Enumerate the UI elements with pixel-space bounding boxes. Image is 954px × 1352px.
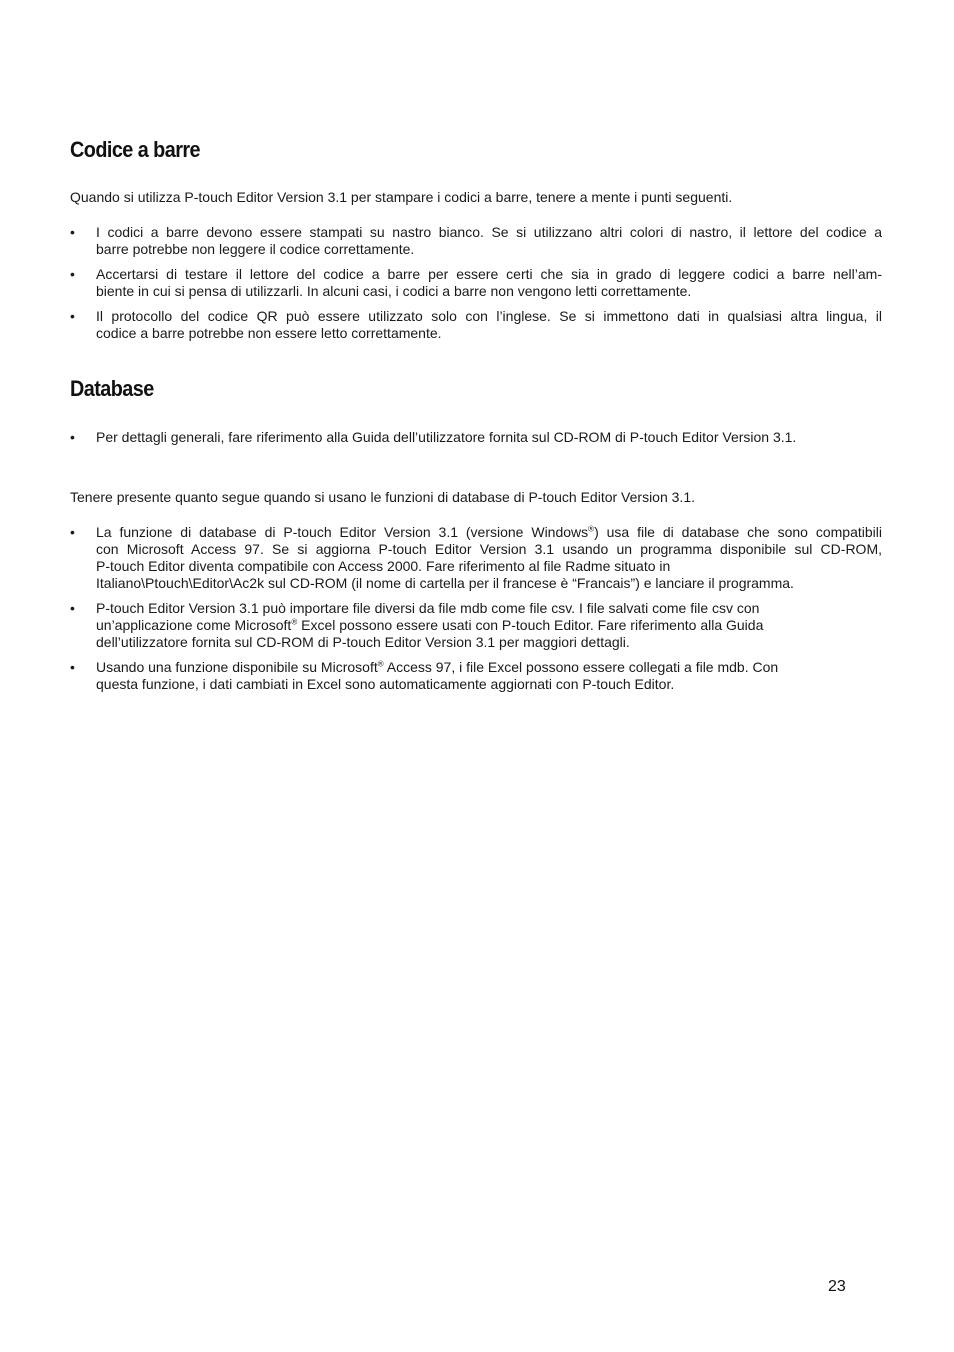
- database-general-bullet-list: [70, 429, 882, 454]
- list-item: [70, 600, 882, 651]
- bullet-marker: •: [70, 429, 75, 445]
- list-item-line: I codici a barre devono essere stampati su nastro bianco. Se si utilizzano altri colori di nastro, il lettore del codice a: [96, 224, 882, 240]
- list-item: [70, 659, 882, 693]
- list-item-line: P-touch Editor diventa compatibile con Access 2000. Fare riferimento al file Radme situato in: [96, 558, 671, 574]
- bullet-marker: •: [70, 600, 75, 616]
- registered-mark: ®: [588, 524, 595, 534]
- bullet-marker: •: [70, 224, 75, 240]
- list-item-line: un’applicazione come Microsoft® Excel possono essere usati con P-touch Editor. Fare riferimento alla Guida: [96, 617, 764, 633]
- bullet-marker: •: [70, 266, 75, 282]
- bullet-marker: •: [70, 308, 75, 324]
- list-item-line: Usando una funzione disponibile su Microsoft® Access 97, i file Excel possono essere collegati a file mdb. Con: [96, 659, 779, 675]
- barcode-intro-paragraph: Quando si utilizza P-touch Editor Version 3.1 per stampare i codici a barre, tenere a mente i punti seguenti.: [70, 189, 733, 205]
- list-item-line: P-touch Editor Version 3.1 può importare file diversi da file mdb come file csv. I file salvati come file csv con: [96, 600, 760, 616]
- list-item: [70, 524, 882, 592]
- database-bullet-list: [70, 524, 882, 701]
- bullet-marker: •: [70, 659, 75, 675]
- list-item: [70, 224, 882, 258]
- list-item-line: La funzione di database di P-touch Editor Version 3.1 (versione Windows®) usa file di database che sono compatibili: [96, 524, 882, 540]
- database-intro-paragraph: Tenere presente quanto segue quando si usano le funzioni di database di P-touch Editor Version 3.1.: [70, 489, 695, 505]
- list-item-line: Il protocollo del codice QR può essere utilizzato solo con l’inglese. Se si immettono dati in qualsiasi altra lingua, il: [96, 308, 882, 324]
- list-item: [70, 308, 882, 342]
- barcode-bullet-list: [70, 224, 882, 350]
- list-item-line: dell’utilizzatore fornita sul CD-ROM di P-touch Editor Version 3.1 per maggiori dettagli.: [96, 634, 630, 650]
- list-item-line: biente in cui si pensa di utilizzarli. In alcuni casi, i codici a barre non vengono letti correttamente.: [96, 283, 692, 299]
- section-heading-database: Database: [70, 376, 154, 401]
- list-item-line: barre potrebbe non leggere il codice correttamente.: [96, 241, 415, 257]
- list-item: [70, 429, 882, 446]
- section-heading-barcode: Codice a barre: [70, 137, 201, 162]
- list-item-line: con Microsoft Access 97. Se si aggiorna P-touch Editor Version 3.1 usando un programma disponibile sul CD-ROM,: [96, 541, 882, 557]
- page-number: 23: [828, 1278, 846, 1295]
- registered-mark: ®: [377, 659, 384, 669]
- registered-mark: ®: [291, 617, 298, 627]
- list-item: [70, 266, 882, 300]
- list-item-line: Accertarsi di testare il lettore del codice a barre per essere certi che sia in grado di leggere codici a barre nell’am-: [96, 266, 882, 282]
- list-item-line: codice a barre potrebbe non essere letto correttamente.: [96, 325, 442, 341]
- list-item-line: Italiano\Ptouch\Editor\Ac2k sul CD-ROM (il nome di cartella per il francese è “Francais”) e lanciare il programma.: [96, 575, 794, 591]
- list-item-line: Per dettagli generali, fare riferimento alla Guida dell’utilizzatore fornita sul CD-ROM di P-touch Editor Version 3.1.: [96, 429, 797, 445]
- list-item-line: questa funzione, i dati cambiati in Excel sono automaticamente aggiornati con P-touch Editor.: [96, 676, 675, 692]
- bullet-marker: •: [70, 524, 75, 540]
